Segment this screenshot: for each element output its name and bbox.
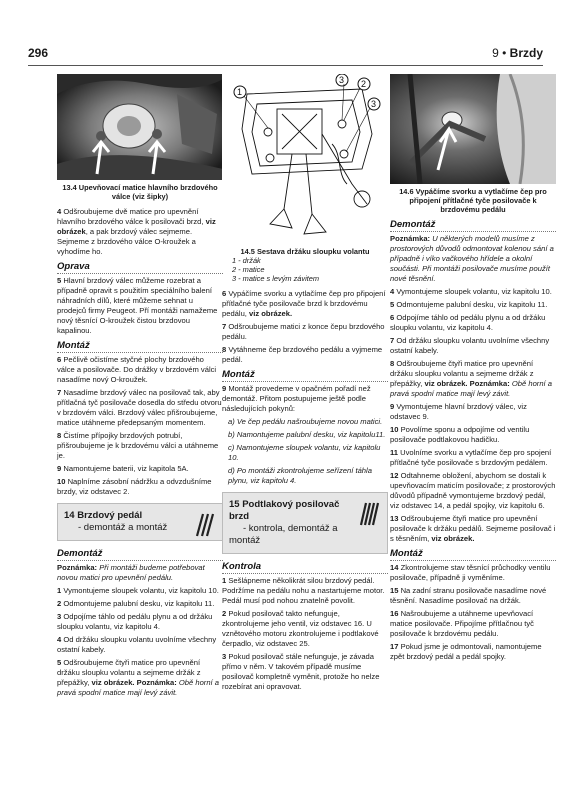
paragraph: 6 Pečlivě očistíme styčné plochy brzdového válce a posilovače. Do drážky v brzdovém válci nasadíme nový O-kroužek. bbox=[57, 355, 217, 384]
diagram-caption: 14.5 Sestava držáku sloupku volantu 1 - držák 2 - matice 3 - matice s levým závitem bbox=[222, 247, 388, 283]
paragraph: 6 Vypáčíme svorku a vytlačíme čep pro připojení přítlačné tyče posilovače brzd k brzdovému pedálu, viz obrázek. bbox=[222, 289, 386, 318]
legend-item: 1 - držák bbox=[232, 256, 261, 265]
subheading-demontaz: Demontáž bbox=[57, 549, 223, 561]
paragraph: 13 Odšroubujeme čtyři matice pro upevnění posilovače k držáku pedálů. Sejmeme posilovač i s těsněním, viz obrázek. bbox=[390, 514, 556, 543]
paragraph: 5 Hlavní brzdový válec můžeme rozebrat a případně opravit s použitím speciálního balení náhradních dílů, které můžeme sehnat u prodejců firmy Peugeot. Pří montáži namažeme nový těsnící O-kroužek čistou brzdovou kapalinou. bbox=[57, 276, 218, 335]
paragraph: 7 Odšroubujeme matici z konce čepu brzdového pedálu. bbox=[222, 322, 385, 341]
paragraph: 3 Odpojíme táhlo od pedálu plynu a od držáku sloupku volantu, viz kapitolu 4. bbox=[57, 612, 213, 631]
callout-label: 3 bbox=[339, 75, 345, 85]
callout-label: 2 bbox=[361, 79, 367, 89]
paragraph: 9 Vymontujeme hlavní brzdový válec, viz odstavec 9. bbox=[390, 402, 527, 421]
pedal-bracket-diagram-icon bbox=[222, 74, 388, 244]
column-1 bbox=[57, 74, 223, 701]
section-label: 9 • Brzdy bbox=[492, 46, 543, 60]
callout-label: 1 bbox=[237, 87, 243, 97]
pedal-pin-photo-icon bbox=[390, 74, 556, 184]
callout-label: 3 bbox=[371, 99, 377, 109]
photo-13-4 bbox=[57, 74, 223, 180]
paragraph: 4 Vymontujeme sloupek volantu, viz kapitolu 10. bbox=[390, 287, 552, 296]
legend-item: 3 - matice s levým závitem bbox=[232, 274, 320, 283]
page-header bbox=[28, 46, 543, 62]
paragraph: 6 Odpojíme táhlo od pedálu plynu a od držáku sloupku volantu, viz kapitolu 4. bbox=[390, 313, 546, 332]
paragraph: 4 Od držáku sloupku volantu uvolníme všechny ostatní kabely. bbox=[57, 635, 217, 654]
paragraph: 10 Naplníme zásobní nádržku a odvzdušníme brzdy, viz odstavec 2. bbox=[57, 477, 212, 496]
paragraph: 9 Namontujeme baterii, viz kapitola 5A. bbox=[57, 464, 189, 473]
paragraph: 11 Uvolníme svorku a vytlačíme čep pro spojení přítlačné tyče posilovače s brzdovým pedálem. bbox=[390, 448, 552, 467]
subheading-oprava: Oprava bbox=[57, 262, 223, 274]
paragraph: 5 Odmontujeme palubní desku, viz kapitolu 11. bbox=[390, 300, 548, 309]
section-box-15: 15 Podtlakový posilovač brzd - kontrola, demontáž a montáž bbox=[222, 492, 388, 554]
page-number: 296 bbox=[28, 46, 49, 60]
photo-14-6 bbox=[390, 74, 556, 184]
paragraph: 9 Montáž provedeme v opačném pořadí než demontáž. Přitom postupujeme ještě podle následujících pokynů: bbox=[222, 384, 371, 413]
subheading-montaz: Montáž bbox=[57, 341, 223, 353]
diagram-14-5 bbox=[222, 74, 388, 244]
column-3 bbox=[390, 74, 556, 665]
paragraph: 12 Odtahneme obložení, abychom se dostali k upevňovacím maticím posilovače; z prostorových důvodů případně vymontujeme brzdový pedál, viz odstavec 14, a pedál spojky, viz kapitolu 6. bbox=[390, 471, 556, 510]
paragraph: 7 Od držáku sloupku volantu uvolníme všechny ostatní kabely. bbox=[390, 336, 550, 355]
note: Poznámka: U některých modelů musíme z prostorových důvodů odmontovat kolenou sání a případně i víko vačkového hřídele a okolní součásti. Při montáži posilovače musíme použít nové těsnění. bbox=[390, 234, 554, 283]
subheading-montaz: Montáž bbox=[390, 549, 556, 561]
paragraph: 10 Povolíme sponu a odpojíme od ventilu posilovače podtlakovou hadičku. bbox=[390, 425, 530, 444]
list-item: b) Namontujeme palubní desku, viz kapitolu11. bbox=[228, 430, 386, 439]
photo-caption: 13.4 Upevňovací matice hlavního brzdového válce (viz šipky) bbox=[62, 183, 218, 201]
subheading-demontaz: Demontáž bbox=[390, 220, 556, 232]
paragraph: 5 Odšroubujeme čtyři matice pro upevnění držáku sloupku volantu a sejmeme držák z přepážky, viz obrázek. Poznámka: Obě horní a pravá spodní matice mají levý závit. bbox=[57, 658, 219, 697]
paragraph: 8 Vytáhneme čep brzdového pedálu a vyjmeme pedál. bbox=[222, 345, 383, 364]
legend-item: 2 - matice bbox=[232, 265, 265, 274]
paragraph: 8 Odšroubujeme čtyři matice pro upevnění držáku sloupku volantu a sejmeme držák z přepážky, viz obrázek. Poznámka: Obě horní a pravá spodní matice mají levý závit. bbox=[390, 359, 552, 398]
paragraph: 7 Nasadíme brzdový válec na posilovač tak, aby přítlačná tyč posilovače dosedla do středu otvoru v brzdovém válci. Brzdový válec přišroubujeme, matice utáhneme předepsaným momentem. bbox=[57, 388, 222, 427]
paragraph: 2 Pokud posilovač takto nefunguje, zkontrolujeme jeho ventil, viz odstavec 16. U vznětového motoru zkontrolujeme i podtlakové čerpadlo, viz odstavec 25. bbox=[222, 609, 379, 648]
paragraph: 3 Pokud posilovač stále nefunguje, je závada přímo v něm. V takovém případě musíme posilovač kompletně vyměnit, protože ho nelze rozebírat ani opravovat. bbox=[222, 652, 380, 691]
note: Poznámka: Při montáži budeme potřebovat novou matici pro upevnění pedálu. bbox=[57, 563, 205, 582]
paragraph: 4 Odšroubujeme dvě matice pro upevnění hlavního brzdového válce k posilovači brzd, viz obrázek, a pak brzdový válec sejmeme. Sejmeme z brzdového válce O-kroužek a vyhodíme ho. bbox=[57, 207, 216, 256]
paragraph: 1 Sešlápneme několikrát silou brzdový pedál. Podržíme na pedálu nohu a nastartujeme motor. Pedál musí pod nohou znatelně povolit. bbox=[222, 576, 385, 605]
column-2 bbox=[222, 74, 388, 695]
list-item: c) Namontujeme sloupek volantu, viz kapitolu 10. bbox=[228, 443, 381, 462]
paragraph: 2 Odmontujeme palubní desku, viz kapitolu 11. bbox=[57, 599, 215, 608]
subheading-montaz: Montáž bbox=[222, 370, 388, 382]
paragraph: 14 Zkontrolujeme stav těsnící průchodky ventilu posilovače, případně ji vyměníme. bbox=[390, 563, 551, 582]
paragraph: 16 Našroubujeme a utáhneme upevňovací matice posilovače. Připojíme přítlačnou tyč posilovače k brzdovému pedálu. bbox=[390, 609, 534, 638]
difficulty-spanners-icon bbox=[359, 499, 381, 527]
photo-caption: 14.6 Vypáčíme svorku a vytlačíme čep pro připojení přítlačné tyče posilovače k brzdovému pedálu bbox=[399, 187, 547, 214]
section-box-14: 14 Brzdový pedál - demontáž a montáž bbox=[57, 503, 223, 541]
list-item: d) Po montáži zkontrolujeme seřízení táhla plynu, viz kapitolu 4. bbox=[228, 466, 372, 485]
header-rule bbox=[28, 65, 543, 66]
subheading-kontrola: Kontrola bbox=[222, 562, 388, 574]
difficulty-spanners-icon bbox=[194, 510, 216, 538]
paragraph: 8 Čistíme přípojky brzdových potrubí, přišroubujeme je k brzdovému válci a utáhneme je. bbox=[57, 431, 219, 460]
list-item: a) Ve čep pedálu našroubujeme novou matici. bbox=[228, 417, 383, 426]
master-cylinder-photo-icon bbox=[57, 74, 223, 180]
paragraph: 17 Pokud jsme je odmontovali, namontujeme zpět brzdový pedál a pedál spojky. bbox=[390, 642, 542, 661]
paragraph: 1 Vymontujeme sloupek volantu, viz kapitolu 10. bbox=[57, 586, 219, 595]
paragraph: 15 Na zadní stranu posilovače nasadíme nové těsnění. Nasadíme posilovač na držák. bbox=[390, 586, 547, 605]
